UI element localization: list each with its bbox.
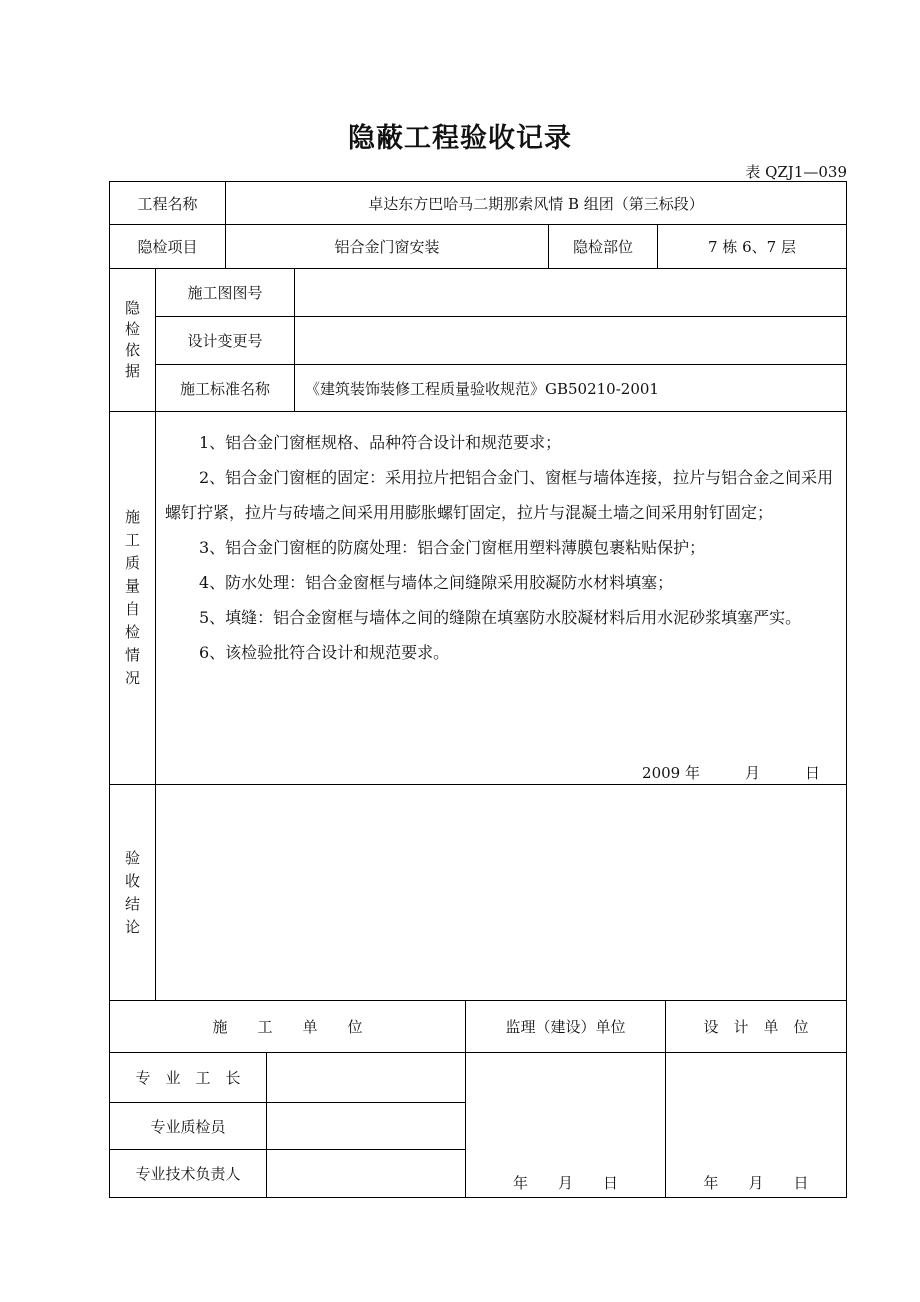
- conclusion-side-label: [110, 785, 155, 1000]
- check-item: 1、铝合金门窗框规格、品种符合设计和规范要求；: [199, 433, 562, 452]
- check-item: 4、防水处理：铝合金窗框与墙体之间缝隙采用胶凝防水材料填塞；: [199, 573, 674, 592]
- table-border-right: [846, 181, 847, 1198]
- side-char: 检: [124, 320, 140, 338]
- basis-side-label: [110, 269, 155, 411]
- check-item: 6、该检验批符合设计和规范要求。: [199, 643, 450, 662]
- side-char: 收: [124, 871, 140, 890]
- standard-name-value: 《建筑装饰装修工程质量验收规范》GB50210-2001: [305, 379, 659, 398]
- side-char: 况: [124, 669, 140, 687]
- side-char: 结: [124, 894, 140, 913]
- side-char: 据: [124, 362, 140, 380]
- side-char: 施: [124, 508, 140, 526]
- quality-inspector-label: 专业质检员: [150, 1117, 226, 1136]
- design-change-label: 设计变更号: [187, 332, 263, 350]
- supervision-unit-header: 监理（建设）单位: [505, 1018, 626, 1036]
- design-unit-header: 设 计 单 位: [703, 1018, 809, 1036]
- design-date: 年 月 日: [703, 1173, 809, 1192]
- col-divider: [266, 1052, 267, 1198]
- drawing-number-value: [295, 269, 846, 316]
- inspection-part-label: 隐检部位: [572, 238, 633, 256]
- check-item: 2、铝合金门窗框的固定：采用拉片把铝合金门、窗框与墙体连接，拉片与铝合金之间采用螺钉拧紧，拉片与砖墙之间采用用膨胀螺钉固定，拉片与混凝土墙之间采用射钉固定；: [165, 468, 834, 522]
- self-check-date: 2009 年 月 日: [642, 763, 820, 782]
- side-char: 情: [124, 646, 140, 664]
- inspection-item-label: 隐检项目: [137, 238, 198, 256]
- side-char: 工: [124, 531, 140, 549]
- table-border-bottom: [109, 1197, 847, 1198]
- side-char: 依: [124, 341, 140, 359]
- check-item: 3、铝合金门窗框的防腐处理：铝合金门窗框用塑料薄膜包裹粘贴保护；: [199, 538, 706, 557]
- conclusion-area: [156, 785, 846, 1000]
- inspection-item-value: 铝合金门窗安装: [334, 238, 440, 256]
- check-item: 5、填缝：铝合金窗框与墙体之间的缝隙在填塞防水胶凝材料后用水泥砂浆填塞严实。: [199, 608, 802, 627]
- side-char: 验: [124, 848, 140, 867]
- row-divider: [109, 411, 847, 412]
- form-code: 表 QZJ1—039: [745, 163, 847, 181]
- page-title: 隐蔽工程验收记录: [348, 123, 572, 154]
- drawing-number-label: 施工图图号: [187, 284, 263, 302]
- construction-unit-header: 施 工 单 位: [212, 1018, 363, 1036]
- supervision-date: 年 月 日: [512, 1173, 618, 1192]
- side-char: 量: [124, 577, 140, 595]
- side-char: 隐: [124, 299, 140, 317]
- technical-lead-label: 专业技术负责人: [135, 1165, 241, 1183]
- project-name-label: 工程名称: [137, 194, 198, 213]
- design-change-value: [295, 317, 846, 364]
- side-char: 检: [124, 623, 140, 641]
- standard-name-label: 施工标准名称: [179, 379, 270, 398]
- self-check-text: [165, 425, 845, 670]
- side-char: 论: [124, 917, 140, 936]
- side-char: 质: [124, 554, 140, 572]
- side-char: 自: [124, 600, 140, 618]
- foreman-label: 专 业 工 长: [135, 1069, 241, 1087]
- project-name-value: 卓达东方巴哈马二期那索风情 B 组团（第三标段）: [368, 194, 704, 213]
- inspection-part-value: 7 栋 6、7 层: [708, 238, 796, 256]
- self-check-side-label: [110, 412, 155, 784]
